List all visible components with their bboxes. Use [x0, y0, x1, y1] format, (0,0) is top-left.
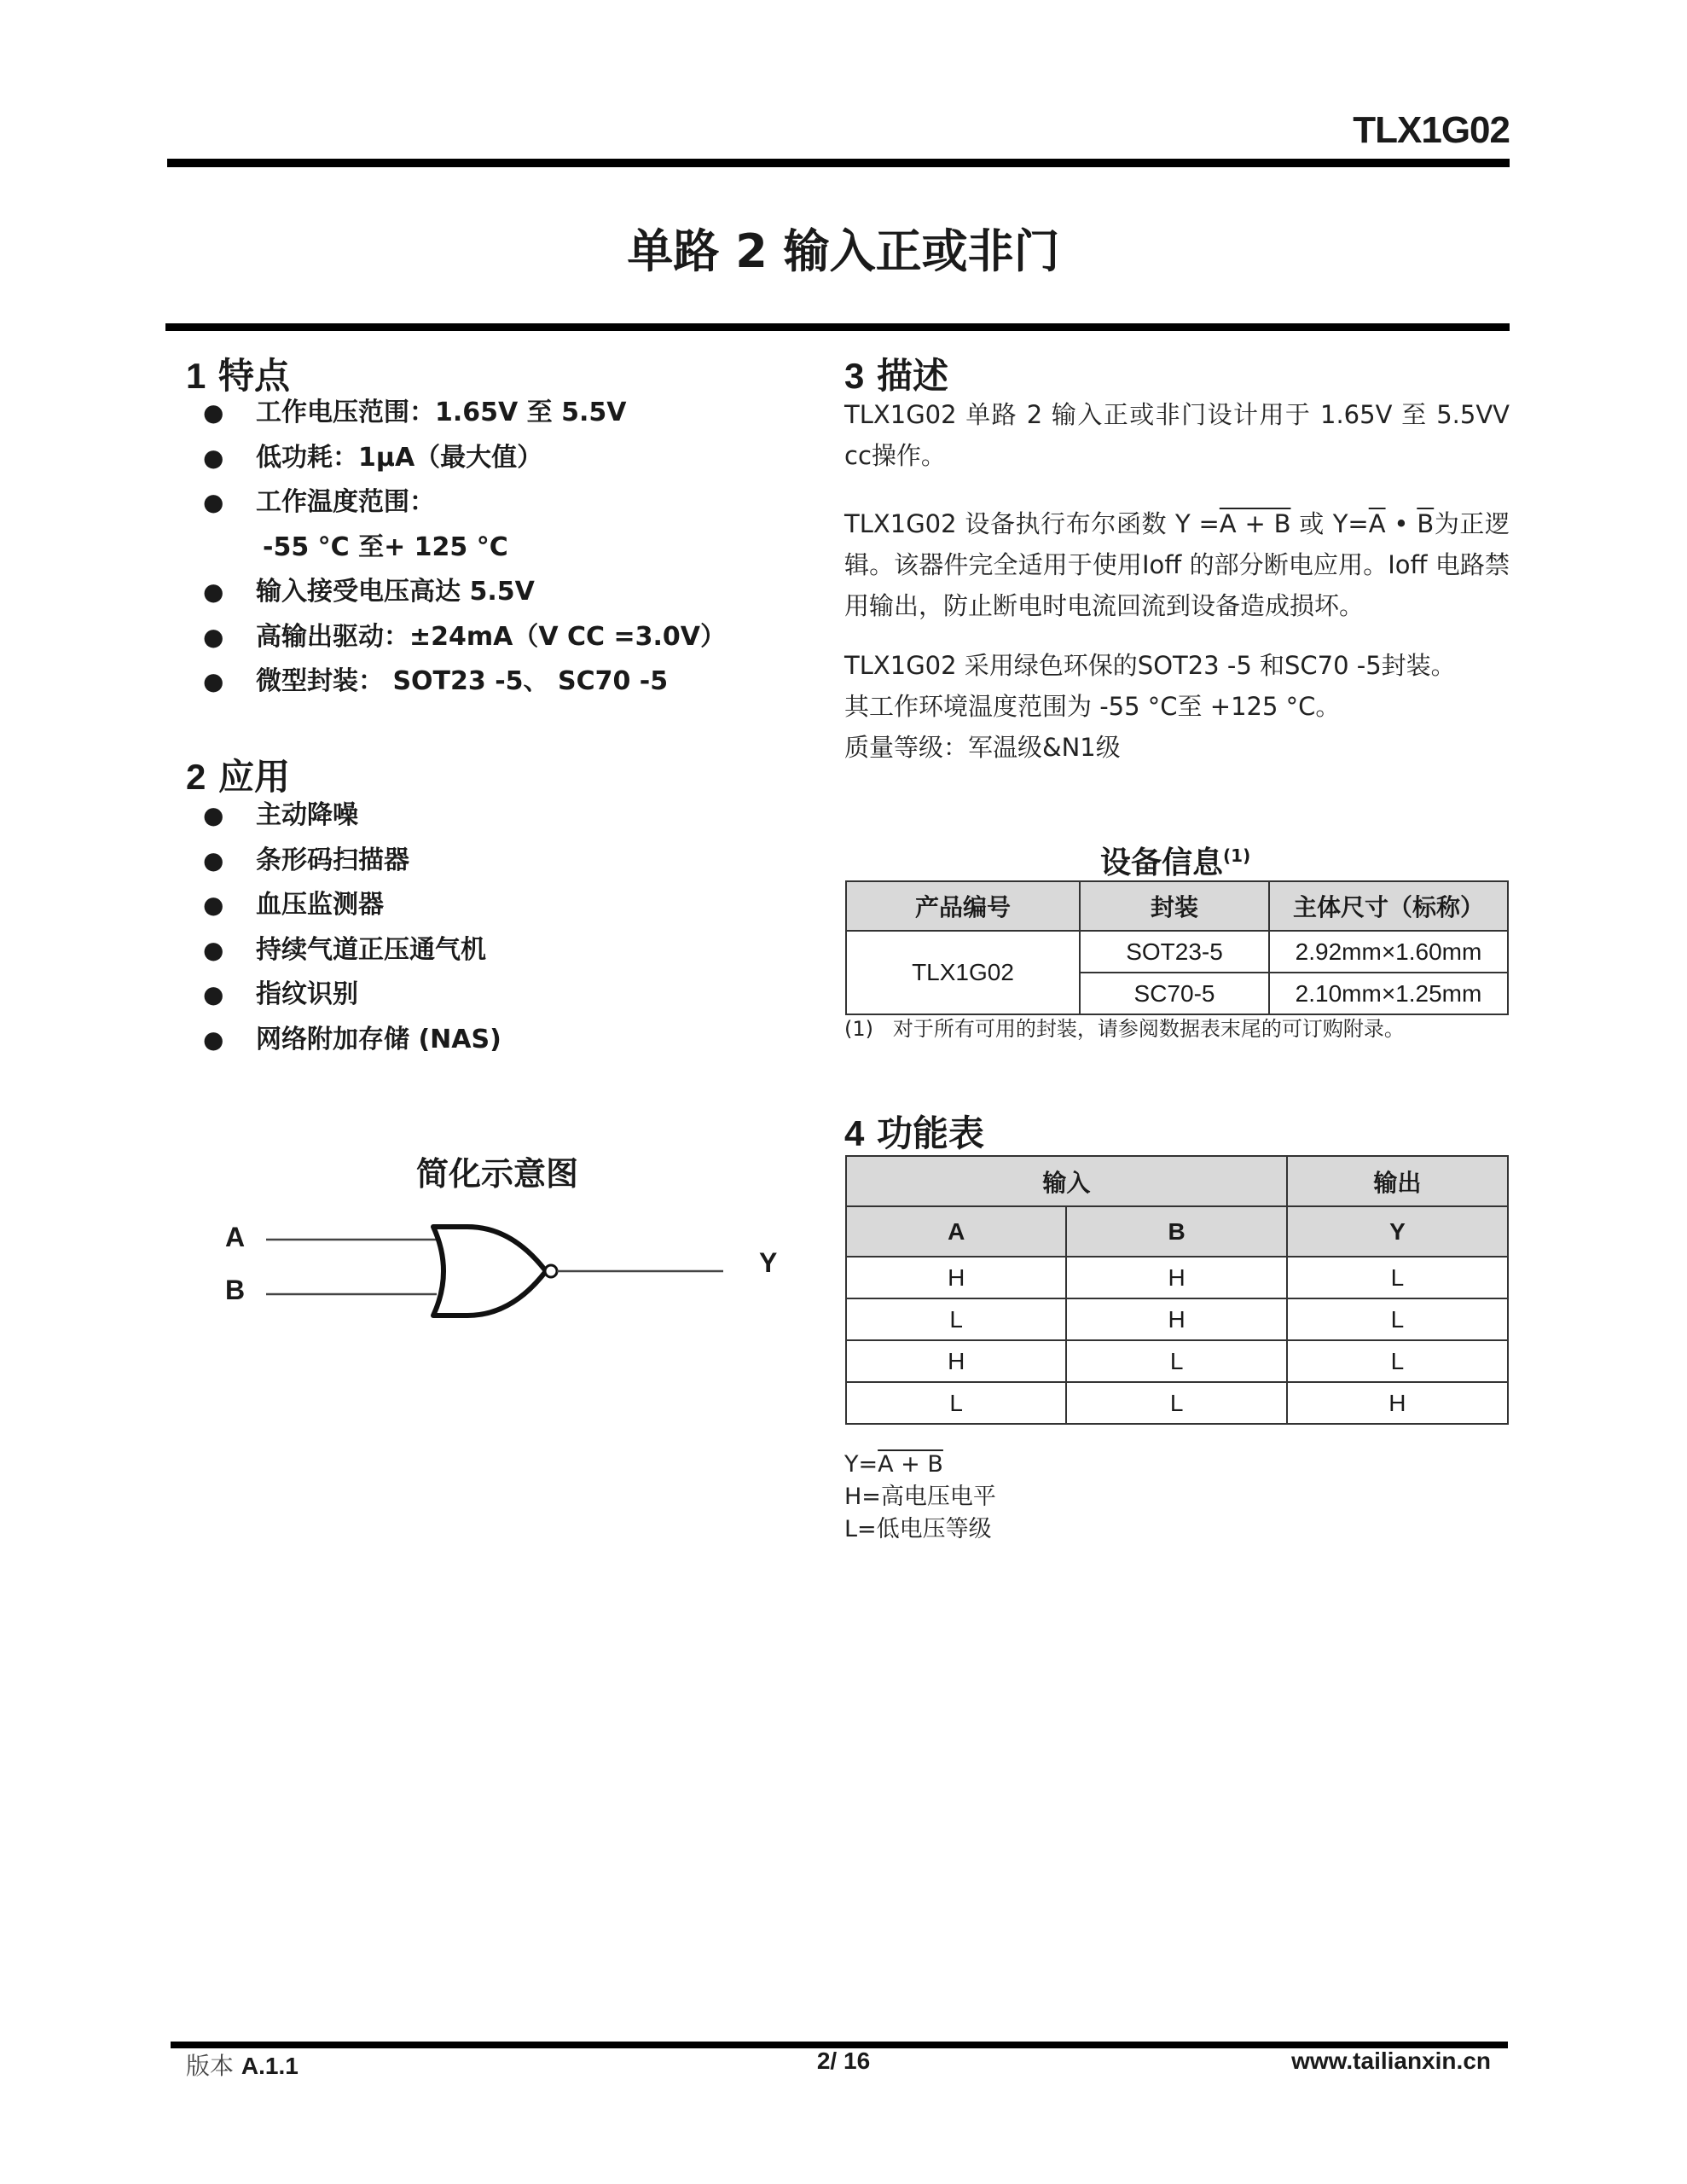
col-header: 封装 [1080, 881, 1269, 931]
section-rule [165, 323, 1510, 331]
description-heading-num: 3 [844, 356, 865, 396]
bullet-icon: ● [203, 398, 224, 427]
col-header-a: A [846, 1206, 1066, 1257]
applications-heading-text: 应用 [217, 756, 290, 798]
bullet-icon: ● [203, 443, 224, 472]
feature-item: ● 微型封装： SOT23 -5、 SC70 -5 [186, 659, 726, 705]
description-p2: TLX1G02 设备执行布尔函数 Y =A + B 或 $Y=\overline{A}$ • $\overline{B}$为正逻辑。该器件完全适用于使用Ioff 的部分断电应用。Ioff 电路禁用输出，防止断电时电流回流到设备造成损坏。 [844, 509, 1510, 620]
function-table-heading-text: 功能表 [876, 1112, 984, 1154]
not-a: $\overline{A}$ [1368, 509, 1386, 538]
package-cell: SOT23-5 [1080, 931, 1269, 973]
description-heading-text: 描述 [876, 355, 948, 397]
application-item: ● 主动降噪 [186, 793, 501, 839]
function-table [845, 1155, 1509, 1425]
nor-gate-diagram [256, 1211, 733, 1322]
diagram-label-a: A [225, 1222, 246, 1252]
features-heading-num: 1 [186, 356, 206, 396]
diagram-label-y: Y [759, 1247, 778, 1278]
part-cell: TLX1G02 [846, 931, 1080, 1014]
applications-heading-num: 2 [186, 757, 206, 797]
features-list [186, 391, 726, 705]
bullet-icon: ● [203, 845, 224, 874]
bullet-icon: ● [203, 667, 224, 695]
size-cell: 2.10mm×1.25mm [1269, 973, 1508, 1014]
nor-expression: A + B [1219, 509, 1291, 538]
table-header-row [846, 881, 1508, 931]
size-cell: 2.92mm×1.60mm [1269, 931, 1508, 973]
bullet-icon: ● [203, 891, 224, 919]
inputs-group-header: 输入 [846, 1156, 1287, 1206]
function-table-heading [844, 1106, 984, 1157]
inversion-bubble [545, 1265, 557, 1277]
feature-item: ● 低功耗：1μA（最大值） [186, 436, 726, 481]
application-item: ● 条形码扫描器 [186, 839, 501, 884]
bullet-icon: ● [203, 578, 224, 606]
col-header-y: Y [1287, 1206, 1508, 1257]
feature-item: ● 工作电压范围：1.65V 至 5.5V [186, 391, 726, 436]
legend-high: H=高电压电平 [844, 1484, 996, 1510]
footer-version: 版本 A.1.1 [186, 2052, 299, 2080]
outputs-group-header: 输出 [1287, 1156, 1508, 1206]
applications-heading [186, 749, 290, 800]
bullet-icon: ● [203, 622, 224, 651]
group-header-row [846, 1156, 1508, 1206]
header-part-number: TLX1G02 [1353, 109, 1510, 151]
diagram-label-b: B [225, 1275, 246, 1305]
bullet-icon: ● [203, 488, 224, 516]
table-row: H H L [846, 1257, 1508, 1298]
col-header-b: B [1066, 1206, 1286, 1257]
features-heading-text: 特点 [217, 355, 290, 397]
diagram-title: 简化示意图 [416, 1155, 579, 1193]
description-p1: TLX1G02 单路 2 输入正或非门设计用于 1.65V 至 5.5VV cc操作。 [844, 400, 1510, 470]
description-p3: TLX1G02 采用绿色环保的SOT23 -5 和SC70 -5封装。 [844, 651, 1456, 680]
table-row: H L L [846, 1340, 1508, 1382]
device-info-title: 设备信息$^{(1)}$ [1100, 845, 1251, 880]
device-info-table [845, 880, 1509, 1015]
function-table-heading-num: 4 [844, 1113, 865, 1153]
bullet-icon: ● [203, 801, 224, 829]
bullet-icon: ● [203, 935, 224, 964]
col-header: 产品编号 [846, 881, 1080, 931]
page-title: 单路 2 输入正或非门 [627, 224, 1060, 278]
not-b: $\overline{B}$ [1417, 509, 1435, 538]
bullet-icon: ● [203, 980, 224, 1008]
bullet-icon: ● [203, 1025, 224, 1054]
table-row [846, 931, 1508, 973]
application-item: ● 持续气道正压通气机 [186, 928, 501, 973]
col-header: 主体尺寸（标称） [1269, 881, 1508, 931]
description-p4: 其工作环境温度范围为 -55 °C至 +125 °C。 [844, 692, 1341, 721]
application-item: ● 网络附加存储 (NAS) [186, 1018, 501, 1063]
feature-item: ● 高输出驱动：±24mA（V CC =3.0V） [186, 615, 726, 660]
function-legend [844, 1449, 996, 1546]
footer-website[interactable]: www.tailianxin.cn [1291, 2048, 1491, 2074]
table-row: L L H [846, 1382, 1508, 1424]
description-heading [844, 348, 948, 399]
header-rule [167, 159, 1510, 167]
package-cell: SC70-5 [1080, 973, 1269, 1014]
description-p5: 质量等级：军温级&N1级 [844, 733, 1121, 762]
application-item: ● 血压监测器 [186, 883, 501, 928]
feature-item: ● 输入接受电压高达 5.5V [186, 570, 726, 615]
legend-low: L=低电压等级 [844, 1516, 992, 1542]
device-info-footnote: (1) 对于所有可用的封装，请参阅数据表末尾的可订购附录。 [844, 1017, 1405, 1041]
feature-item-continuation: -55 °C 至+ 125 °C [263, 531, 508, 562]
nor-gate-body [433, 1227, 546, 1316]
applications-list [186, 793, 501, 1062]
table-row: L H L [846, 1298, 1508, 1340]
application-item: ● 指纹识别 [186, 973, 501, 1018]
footer-page-number: 2/ 16 [816, 2048, 871, 2074]
device-info-footnote-ref: (1) [1223, 845, 1251, 866]
column-header-row [846, 1206, 1508, 1257]
legend-equation: Y=A + B [844, 1451, 943, 1478]
feature-item: ● 工作温度范围： [186, 480, 726, 526]
